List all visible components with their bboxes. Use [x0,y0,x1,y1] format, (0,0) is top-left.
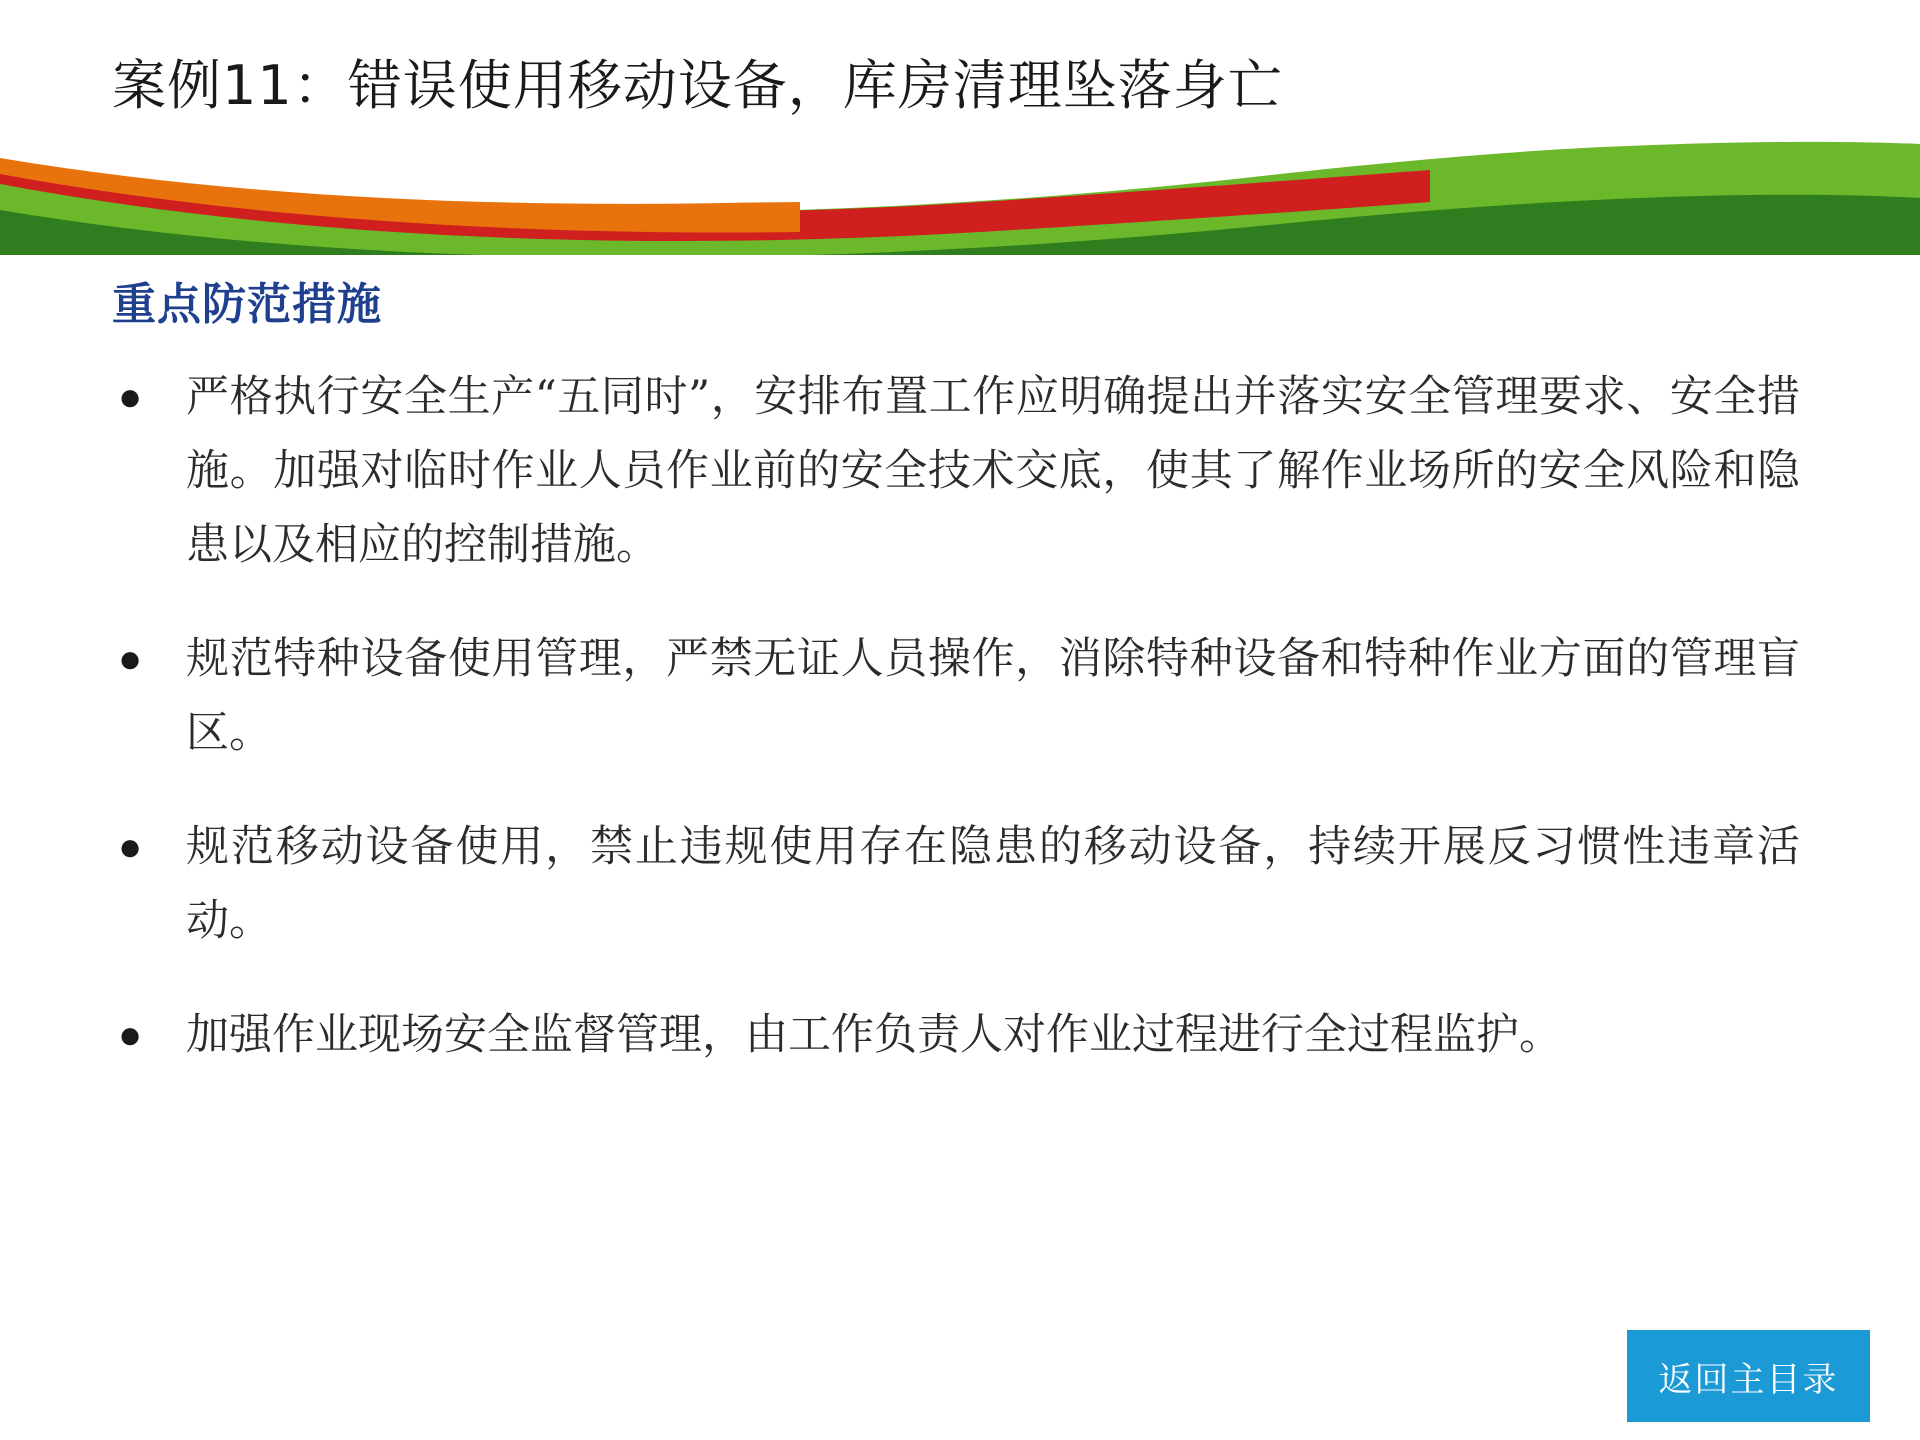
list-item [100,810,1800,958]
list-item [100,622,1800,770]
list-item [100,998,1800,1072]
return-to-main-menu-button[interactable]: 返回主目录 [1627,1330,1870,1422]
bullet-marker-icon: ● [118,637,143,681]
page-title: 案例11：错误使用移动设备，库房清理坠落身亡 [112,54,1283,117]
list-item [100,360,1800,582]
list-item-text: 规范特种设备使用管理，严禁无证人员操作，消除特种设备和特种作业方面的管理盲区。 [186,634,1800,758]
section-heading: 重点防范措施 [112,279,382,330]
list-item-text: 严格执行安全生产“五同时”，安排布置工作应明确提出并落实安全管理要求、安全措施。加强对临时作业人员作业前的安全技术交底，使其了解作业场所的安全风险和隐患以及相应的控制措施。 [186,372,1800,570]
decorative-swoosh-band [0,140,1920,255]
list-item-text: 加强作业现场安全监督管理，由工作负责人对作业过程进行全过程监护。 [186,1010,1562,1060]
bullet-marker-icon: ● [118,375,143,419]
bullet-list [100,360,1800,1112]
bullet-marker-icon: ● [118,1013,143,1057]
list-item-text: 规范移动设备使用，禁止违规使用存在隐患的移动设备，持续开展反习惯性违章活动。 [186,822,1800,946]
bullet-marker-icon: ● [118,825,143,869]
